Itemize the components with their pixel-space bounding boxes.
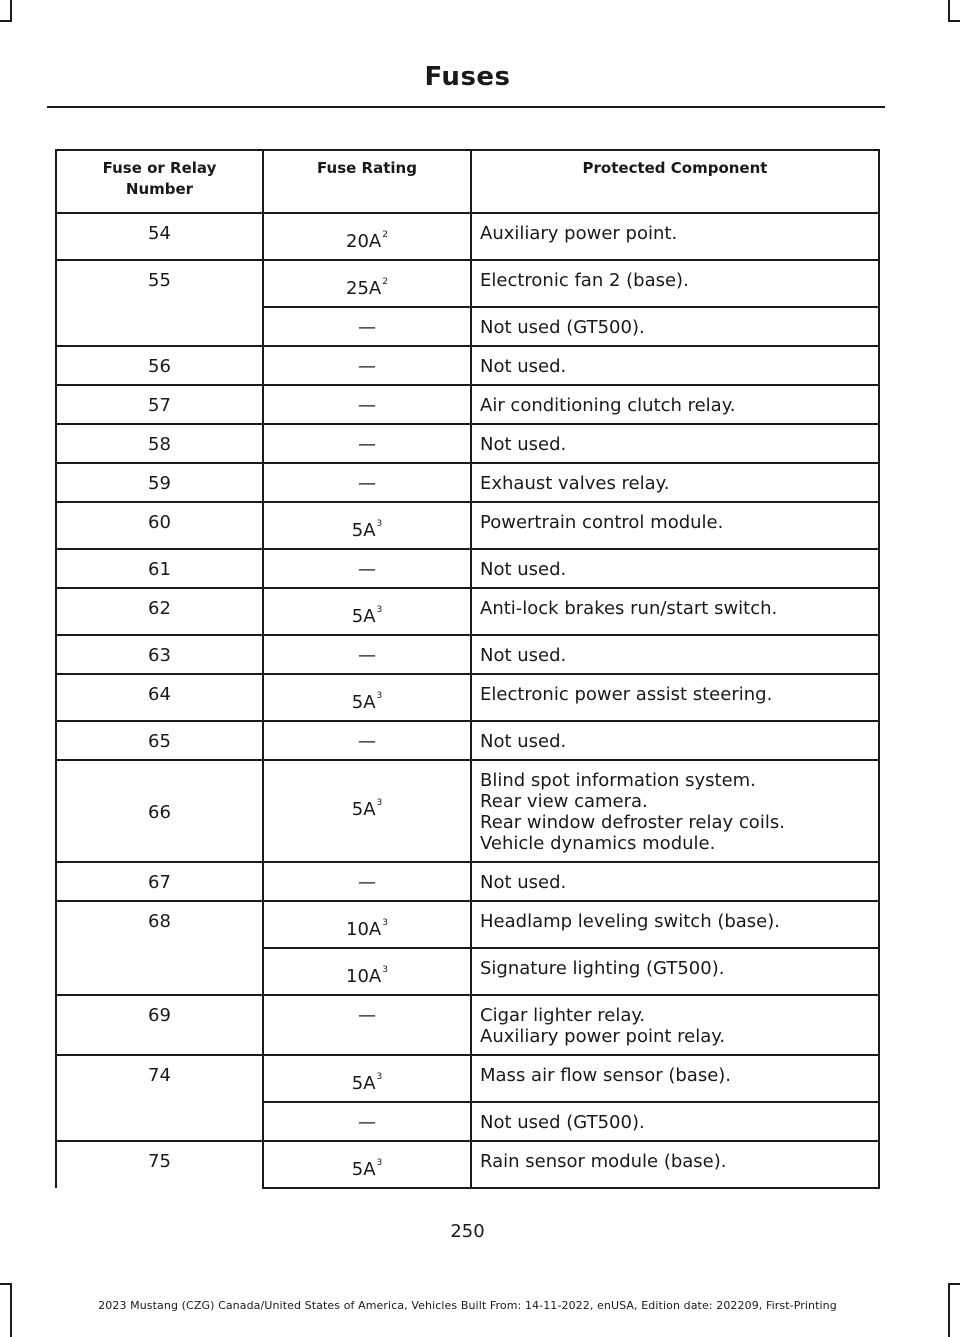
protected-component-cell xyxy=(471,674,879,721)
fuse-number-cell: 61 xyxy=(56,549,263,588)
fuse-rating-cell xyxy=(263,1055,471,1102)
crop-mark-bottom-right-h xyxy=(948,1283,960,1285)
table-row xyxy=(56,721,879,760)
fuse-rating-cell xyxy=(263,635,471,674)
protected-component-cell xyxy=(471,1141,879,1188)
fuse-rating-value: — xyxy=(358,395,376,416)
fuse-number-cell: 68 xyxy=(56,901,263,995)
protected-component-cell xyxy=(471,385,879,424)
table-row xyxy=(56,760,879,862)
header-protected-component: Protected Component xyxy=(471,150,879,213)
fuse-number-cell: 59 xyxy=(56,463,263,502)
component-line: Rear window defroster relay coils. xyxy=(480,812,785,833)
protected-component-cell xyxy=(471,463,879,502)
protected-component-cell xyxy=(471,346,879,385)
table-row xyxy=(56,995,879,1055)
component-line: Powertrain control module. xyxy=(480,512,724,533)
fuse-rating-value: — xyxy=(358,1112,376,1133)
header-fuse-number-line2: Number xyxy=(125,180,194,198)
table-row xyxy=(56,213,879,260)
component-line: Not used. xyxy=(480,559,567,580)
crop-mark-bottom-left-h xyxy=(0,1283,12,1285)
fuse-rating-value: 5A xyxy=(351,520,376,541)
table-row xyxy=(56,1055,879,1102)
protected-component-cell xyxy=(471,635,879,674)
protected-component-cell xyxy=(471,948,879,995)
crop-mark-top-left-h xyxy=(0,20,12,22)
protected-component-cell xyxy=(471,213,879,260)
fuse-table xyxy=(55,149,880,1189)
fuse-rating-cell xyxy=(263,901,471,948)
component-line: Not used. xyxy=(480,356,567,377)
fuse-rating-cell xyxy=(263,721,471,760)
fuse-number-cell: 54 xyxy=(56,213,263,260)
component-line: Headlamp leveling switch (base). xyxy=(480,911,780,932)
fuse-number-cell: 63 xyxy=(56,635,263,674)
component-line: Blind spot information system. xyxy=(480,770,756,791)
footnote-marker: 3 xyxy=(376,1072,383,1082)
table-row xyxy=(56,635,879,674)
fuse-rating-value: 10A xyxy=(346,966,382,987)
component-line: Air conditioning clutch relay. xyxy=(480,395,736,416)
fuse-table-body xyxy=(56,213,879,1188)
fuse-rating-value: — xyxy=(358,317,376,338)
protected-component-cell xyxy=(471,260,879,307)
title-divider xyxy=(47,106,885,108)
fuse-number-cell: 62 xyxy=(56,588,263,635)
component-line: Electronic fan 2 (base). xyxy=(480,270,689,291)
component-line: Rear view camera. xyxy=(480,791,648,812)
fuse-number-cell: 66 xyxy=(56,760,263,862)
fuse-rating-cell xyxy=(263,760,471,862)
fuse-rating-cell xyxy=(263,424,471,463)
component-line: Auxiliary power point relay. xyxy=(480,1026,726,1047)
fuse-rating-cell xyxy=(263,260,471,307)
component-line: Signature lighting (GT500). xyxy=(480,958,725,979)
fuse-number-cell: 60 xyxy=(56,502,263,549)
fuse-rating-value: 10A xyxy=(346,919,382,940)
footnote-marker: 3 xyxy=(376,797,383,808)
protected-component-cell xyxy=(471,995,879,1055)
component-line: Exhaust valves relay. xyxy=(480,473,670,494)
component-line: Anti-lock brakes run/start switch. xyxy=(480,598,778,619)
table-header-row xyxy=(56,150,879,213)
fuse-rating-cell xyxy=(263,385,471,424)
fuse-number-cell: 67 xyxy=(56,862,263,901)
table-row xyxy=(56,674,879,721)
fuse-rating-cell xyxy=(263,307,471,346)
component-line: Not used (GT500). xyxy=(480,317,645,338)
fuse-rating-cell xyxy=(263,674,471,721)
fuse-rating-value: 5A xyxy=(351,1159,376,1180)
component-line: Mass air flow sensor (base). xyxy=(480,1065,732,1086)
fuse-rating-cell xyxy=(263,463,471,502)
protected-component-cell xyxy=(471,424,879,463)
fuse-number-cell: 65 xyxy=(56,721,263,760)
footnote-marker: 3 xyxy=(376,691,383,701)
crop-mark-top-right-v xyxy=(948,0,950,22)
fuse-rating-cell xyxy=(263,213,471,260)
table-row xyxy=(56,588,879,635)
component-line: Electronic power assist steering. xyxy=(480,684,773,705)
component-line: Not used. xyxy=(480,645,567,666)
fuse-number-cell: 75 xyxy=(56,1141,263,1188)
fuse-rating-cell xyxy=(263,1141,471,1188)
fuse-rating-value: — xyxy=(358,645,376,666)
header-fuse-number xyxy=(56,150,263,213)
fuse-rating-value: — xyxy=(358,872,376,893)
component-line: Not used. xyxy=(480,872,567,893)
crop-mark-top-right-h xyxy=(948,20,960,22)
footnote-marker: 2 xyxy=(382,230,388,240)
component-line: Not used. xyxy=(480,731,567,752)
protected-component-cell xyxy=(471,721,879,760)
fuse-rating-value: 20A xyxy=(346,231,382,252)
footnote-marker: 3 xyxy=(376,1158,383,1168)
fuse-number-cell: 56 xyxy=(56,346,263,385)
footnote-marker: 3 xyxy=(376,605,383,615)
footnote-marker: 3 xyxy=(382,965,388,975)
crop-mark-top-left-v xyxy=(10,0,12,22)
table-row xyxy=(56,424,879,463)
fuse-rating-value: — xyxy=(358,434,376,455)
fuse-rating-cell xyxy=(263,995,471,1055)
fuse-number-cell: 55 xyxy=(56,260,263,346)
table-row xyxy=(56,502,879,549)
table-row xyxy=(56,1141,879,1188)
protected-component-cell xyxy=(471,307,879,346)
fuse-rating-value: 5A xyxy=(351,798,376,820)
table-row xyxy=(56,260,879,307)
page-footer: 2023 Mustang (CZG) Canada/United States of America, Vehicles Built From: 14-11-2022, enUSA, Edition date: 202209, First-Printing xyxy=(98,1299,837,1312)
fuse-rating-cell xyxy=(263,588,471,635)
component-line: Auxiliary power point. xyxy=(480,223,678,244)
component-line: Rain sensor module (base). xyxy=(480,1151,727,1172)
fuse-rating-value: — xyxy=(358,1005,376,1026)
fuse-number-cell: 58 xyxy=(56,424,263,463)
table-row xyxy=(56,385,879,424)
table-row xyxy=(56,901,879,948)
fuse-rating-value: — xyxy=(358,473,376,494)
fuse-rating-value: — xyxy=(358,356,376,377)
fuse-number-cell: 69 xyxy=(56,995,263,1055)
component-line: Cigar lighter relay. xyxy=(480,1005,646,1026)
fuse-rating-cell xyxy=(263,502,471,549)
fuse-rating-cell xyxy=(263,346,471,385)
fuse-rating-cell xyxy=(263,862,471,901)
table-row xyxy=(56,463,879,502)
fuse-rating-value: 5A xyxy=(351,606,376,627)
fuse-rating-value: 5A xyxy=(351,692,376,713)
protected-component-cell xyxy=(471,588,879,635)
protected-component-cell xyxy=(471,760,879,862)
component-line: Not used. xyxy=(480,434,567,455)
page-number: 250 xyxy=(450,1221,485,1242)
protected-component-cell xyxy=(471,549,879,588)
table-row xyxy=(56,862,879,901)
protected-component-cell xyxy=(471,901,879,948)
fuse-rating-value: — xyxy=(358,559,376,580)
footnote-marker: 3 xyxy=(382,918,388,928)
table-row xyxy=(56,346,879,385)
fuse-number-cell: 64 xyxy=(56,674,263,721)
fuse-rating-cell xyxy=(263,948,471,995)
protected-component-cell xyxy=(471,1055,879,1102)
header-fuse-number-line1: Fuse or Relay xyxy=(102,159,217,177)
table-row xyxy=(56,549,879,588)
crop-mark-bottom-right-v xyxy=(948,1283,950,1337)
component-line: Not used (GT500). xyxy=(480,1112,645,1133)
component-line: Vehicle dynamics module. xyxy=(480,833,716,854)
fuse-rating-value: 5A xyxy=(351,1073,376,1094)
fuse-rating-value: — xyxy=(358,731,376,752)
fuse-rating-value: 25A xyxy=(346,278,382,299)
protected-component-cell xyxy=(471,502,879,549)
footnote-marker: 3 xyxy=(376,519,383,529)
fuse-rating-cell xyxy=(263,549,471,588)
fuse-rating-cell xyxy=(263,1102,471,1141)
footnote-marker: 2 xyxy=(382,277,388,287)
protected-component-cell xyxy=(471,862,879,901)
fuse-number-cell: 57 xyxy=(56,385,263,424)
protected-component-cell xyxy=(471,1102,879,1141)
header-fuse-rating: Fuse Rating xyxy=(263,150,471,213)
page-title: Fuses xyxy=(424,62,511,92)
fuse-number-cell: 74 xyxy=(56,1055,263,1141)
